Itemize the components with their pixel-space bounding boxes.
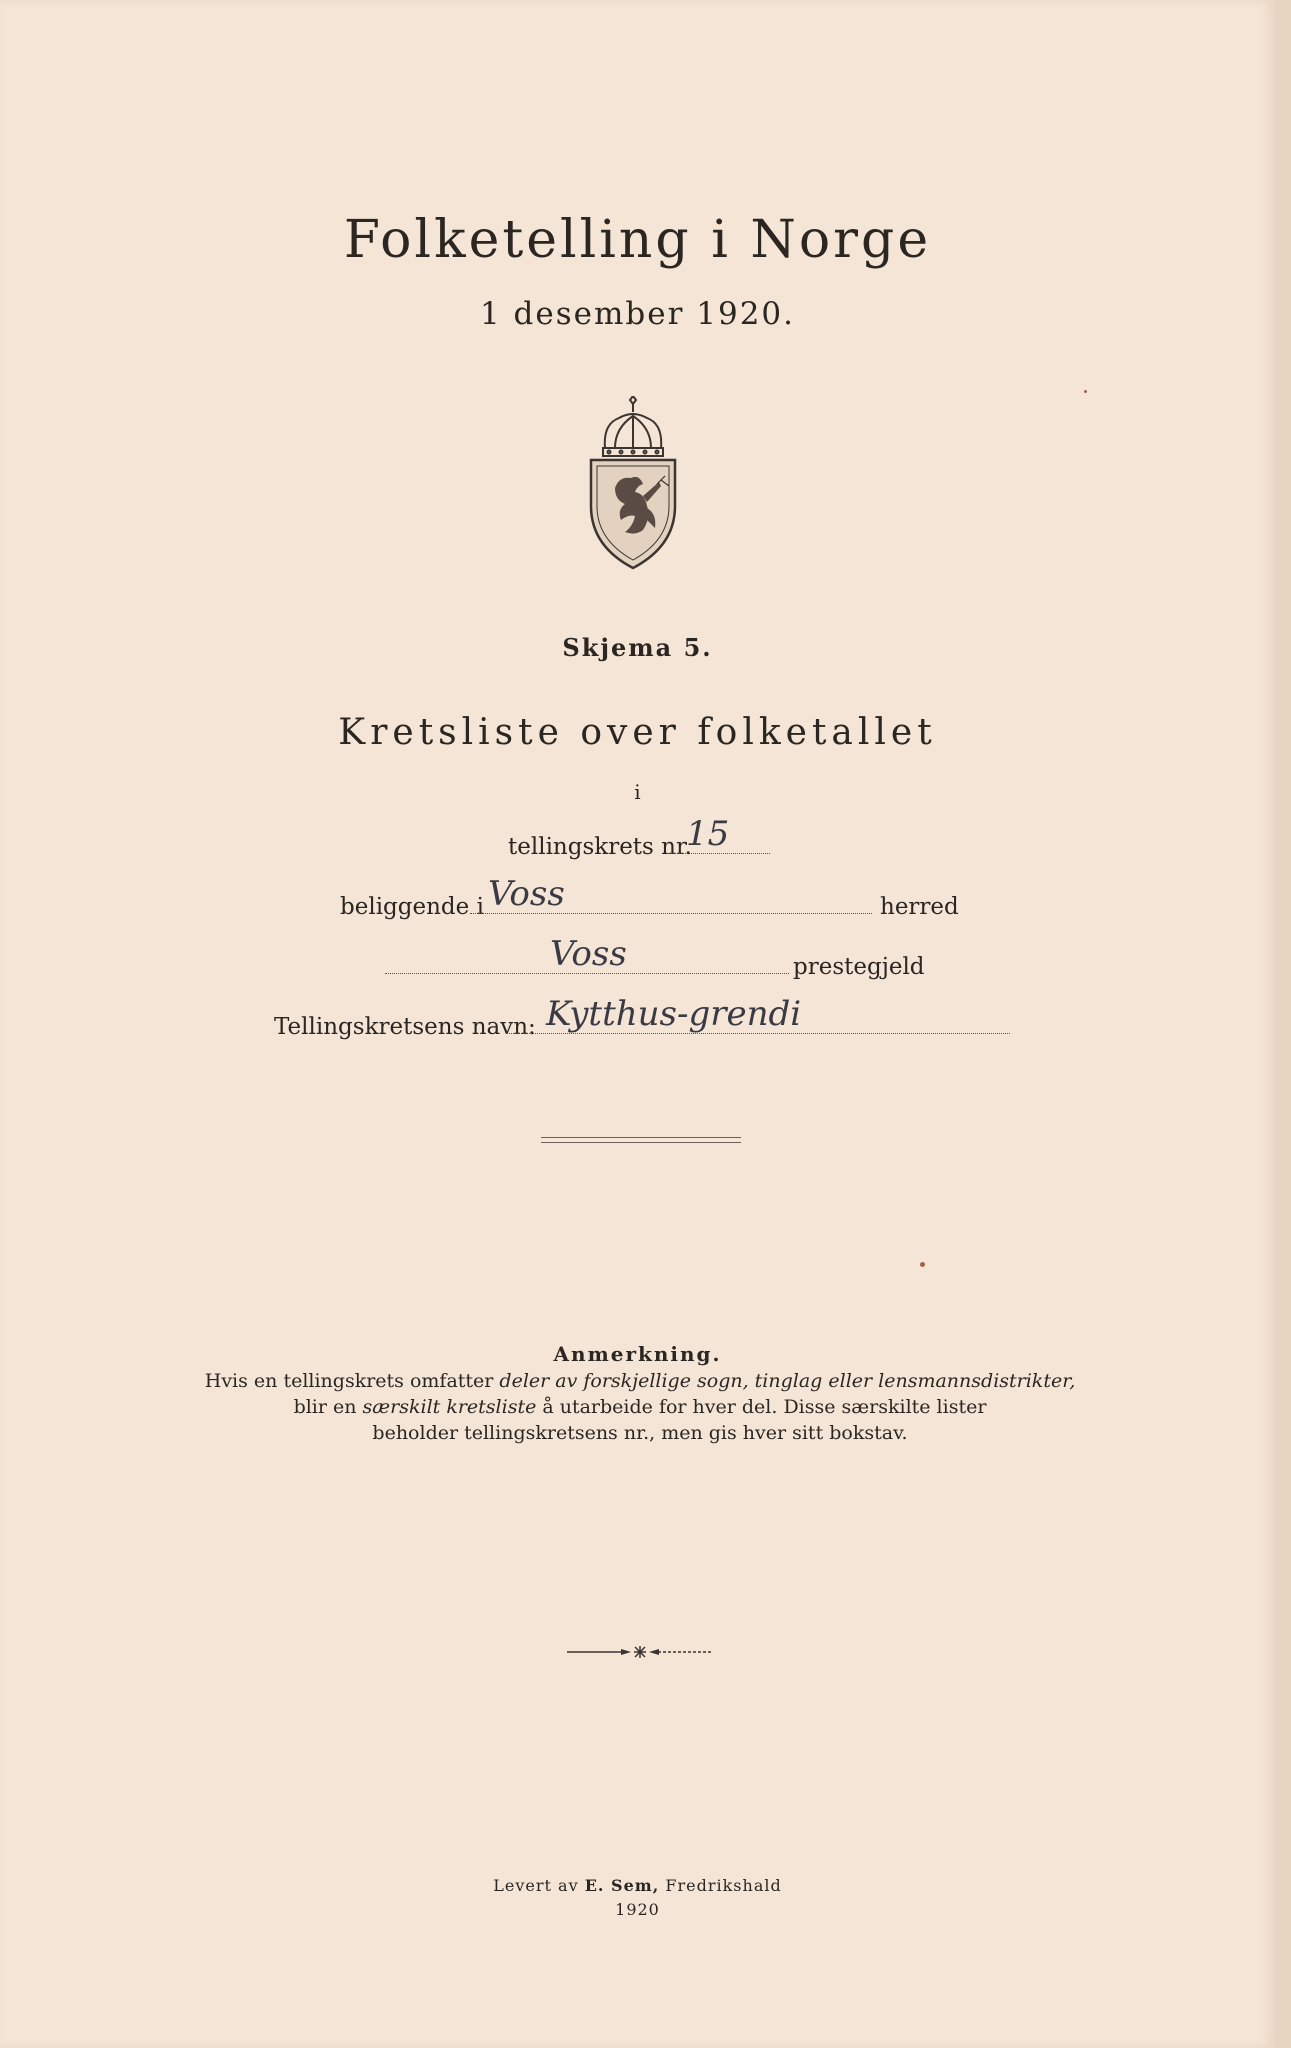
prestegjeld-suffix-label: prestegjeld (793, 954, 925, 980)
herred-prefix-label: beliggende i (340, 894, 484, 920)
note-title: Anmerkning. (553, 1342, 722, 1366)
imprint-line (0, 1874, 1275, 1898)
note-text (200, 1368, 1080, 1446)
double-rule-divider (541, 1137, 741, 1143)
prestegjeld-field[interactable]: Voss (385, 934, 789, 974)
note-line-1-emphasis: deler av forskjellige sogn, tinglag eller lensmannsdistrikter, (499, 1370, 1076, 1392)
imprint-printer: E. Sem, (584, 1876, 660, 1895)
imprint-prefix: Levert av (493, 1876, 585, 1895)
herred-suffix-label: herred (880, 894, 959, 920)
herred-field[interactable]: Voss (470, 874, 872, 914)
note-line-2-text-b: å utarbeide for hver del. Disse særskilte lister (536, 1396, 987, 1418)
imprint-place: Fredrikshald (659, 1876, 782, 1895)
note-line-2-text-a: blir en (293, 1396, 363, 1418)
printer-imprint (0, 1874, 1275, 1922)
krets-label: tellingskrets nr. (508, 834, 692, 860)
note-line-1-text: Hvis en tellingskrets omfatter (204, 1370, 500, 1392)
document-title: Folketelling i Norge (343, 210, 932, 270)
form-heading: Kretsliste over folketallet (338, 712, 937, 753)
note-line-2 (200, 1394, 1080, 1420)
ornament-divider-icon (565, 1645, 715, 1659)
navn-field[interactable]: Kytthus-grendi (506, 994, 1010, 1034)
census-date: 1 desember 1920. (479, 296, 796, 332)
paper-speck (1084, 390, 1087, 393)
schema-number: Skjema 5. (562, 633, 713, 662)
note-line-1 (200, 1368, 1080, 1394)
paper-edge (1275, 0, 1291, 2048)
paper-speck (920, 1262, 925, 1267)
krets-number-field[interactable]: 15 (668, 814, 770, 854)
note-line-2-emphasis: særskilt kretsliste (362, 1396, 537, 1418)
navn-label: Tellingskretsens navn: (274, 1014, 536, 1040)
note-line-3: beholder tellingskretsens nr., men gis hver sitt bokstav. (372, 1422, 908, 1444)
imprint-year: 1920 (615, 1900, 660, 1919)
norwegian-coat-of-arms-icon (585, 396, 681, 571)
preposition: i (634, 780, 641, 804)
